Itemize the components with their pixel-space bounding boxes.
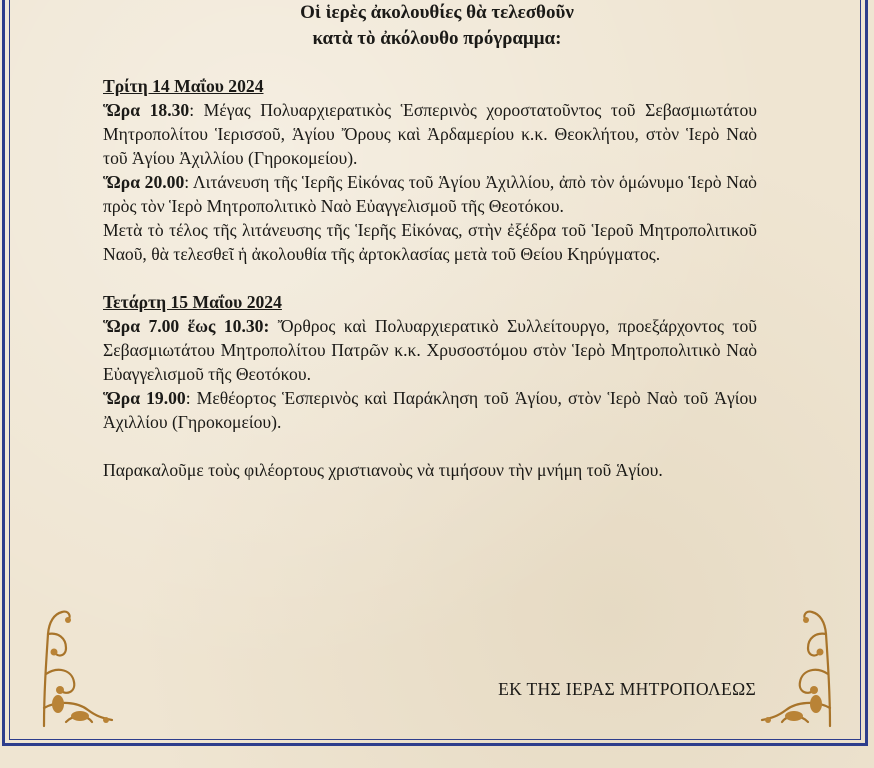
day2-vespers-time: Ὥρα 19.00 bbox=[103, 388, 186, 408]
closing-invitation: Παρακαλοῦμε τοὺς φιλέορτους χριστιανοὺς νὰ τιμήσουν τὴν μνήμη τοῦ Ἁγίου. bbox=[103, 460, 663, 480]
corner-ornament-left-icon bbox=[36, 604, 116, 728]
day2-vespers-text: : Μεθέορτος Ἑσπερινὸς καὶ Παράκληση τοῦ Ἁγίου, στὸν Ἱερὸ Ναὸ τοῦ Ἁγίου Ἀχιλλίου (Γηροκομείου). bbox=[103, 388, 757, 432]
signature: ΕΚ ΤΗΣ ΙΕΡΑΣ ΜΗΤΡΟΠΟΛΕΩΣ bbox=[498, 679, 756, 699]
day1-date: Τρίτη 14 Μαΐου 2024 bbox=[103, 76, 264, 96]
day1-procession-text: : Λιτάνευση τῆς Ἱερῆς Εἰκόνας τοῦ Ἁγίου Ἀχιλλίου, ἀπὸ τὸν ὁμώνυμο Ἱερὸ Ναὸ πρὸς τὸν Ἱερὸ Μητροπολιτικὸ Ναὸ Εὐαγγελισμοῦ τῆς Θεοτόκου. bbox=[103, 172, 757, 216]
day1-vespers-text: : Μέγας Πολυαρχιερατικὸς Ἑσπερινὸς χοροστατοῦντος τοῦ Σεβασμιωτάτου Μητροπολίτου Ἱερισσοῦ, Ἁγίου Ὄρους καὶ Ἀρδαμερίου κ.κ. Θεοκλήτου, στὸν Ἱερὸ Ναὸ τοῦ Ἁγίου Ἀχιλλίου (Γηροκομείου). bbox=[103, 100, 757, 168]
header-line-2: κατὰ τὸ ἀκόλουθο πρόγραμμα: bbox=[312, 28, 562, 49]
day1-procession bbox=[103, 170, 757, 218]
schedule-content bbox=[103, 74, 757, 482]
day2-vespers bbox=[103, 386, 757, 434]
day2-date: Τετάρτη 15 Μαΐου 2024 bbox=[103, 292, 282, 312]
day1-artoklasia: Μετὰ τὸ τέλος τῆς λιτάνευσης τῆς Ἱερῆς Εἰκόνας, στὴν ἐξέδρα τοῦ Ἱεροῦ Μητροπολιτικοῦ Ναοῦ, θὰ τελεσθεῖ ἡ ἀκολουθία τῆς ἀρτοκλασίας μετὰ τοῦ Θείου Κηρύγματος. bbox=[103, 220, 757, 264]
day2-liturgy bbox=[103, 314, 757, 386]
spacer bbox=[103, 266, 757, 290]
header-line-1: Οἱ ἱερὲς ἀκολουθίες θὰ τελεσθοῦν bbox=[300, 2, 574, 23]
corner-ornament-right-icon bbox=[758, 604, 838, 728]
day1-vespers-time: Ὥρα 18.30 bbox=[103, 100, 190, 120]
day2-liturgy-text: Ὄρθρος καὶ Πολυαρχιερατικὸ Συλλείτουργο, προεξάρχοντος τοῦ Σεβασμιωτάτου Μητροπολίτου Πατρῶν κ.κ. Χρυσοστόμου στὸν Ἱερὸ Μητροπολιτικὸ Ναὸ Εὐαγγελισμοῦ τῆς Θεοτόκου. bbox=[103, 316, 757, 384]
day2-liturgy-time: Ὥρα 7.00 ἕως 10.30: bbox=[103, 316, 270, 336]
day1-procession-time: Ὥρα 20.00 bbox=[103, 172, 185, 192]
day1-vespers bbox=[103, 98, 757, 170]
spacer bbox=[103, 434, 757, 458]
